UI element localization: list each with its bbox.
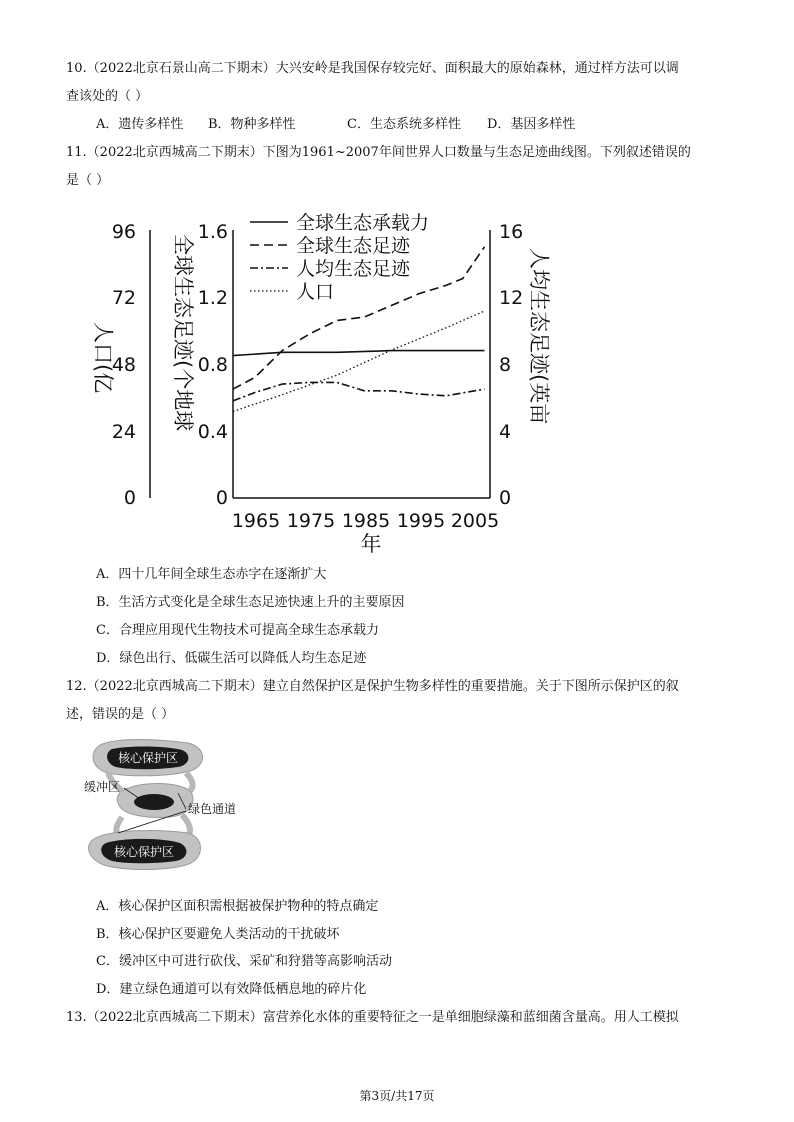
- q10-option-a: A．遗传多样性: [96, 117, 184, 132]
- legend-label-percapita: 人均生态足迹: [296, 258, 411, 280]
- pc-tick-16: 16: [499, 221, 524, 243]
- q10-stem-line1: 10.（2022北京石景山高二下期末）大兴安岭是我国保存较完好、面积最大的原始森林，通过样方法可以调: [66, 61, 679, 76]
- q12-option-b: B．核心保护区要避免人类活动的干扰破坏: [96, 927, 340, 942]
- q11-stem-line2: 是（ ）: [66, 173, 110, 188]
- q11-option-a: A．四十几年间全球生态赤字在逐渐扩大: [96, 567, 327, 582]
- pop-tick-48: 48: [111, 354, 136, 376]
- core-zone-middle: [134, 794, 174, 810]
- x-tick-1985: 1985: [341, 510, 391, 532]
- q10-option-c: C．生态系统多样性: [347, 117, 461, 132]
- population-footprint-chart: [60, 200, 551, 560]
- q12-stem-line1: 12.（2022北京西城高二下期末）建立自然保护区是保护生物多样性的重要措施。关于下图所示保护区的叙: [66, 679, 679, 694]
- green-corridor-upper-right: [186, 773, 193, 791]
- pop-tick-96: 96: [111, 221, 136, 243]
- page-footer: 第3页/共17页: [359, 1089, 435, 1103]
- fp-tick-0.8: 0.8: [197, 354, 228, 376]
- q12-option-a: A．核心保护区面积需根据被保护物种的特点确定: [96, 899, 379, 914]
- q11-stem-line1: 11.（2022北京西城高二下期末）下图为1961~2007年间世界人口数量与生态足迹曲线图。下列叙述错误的: [66, 145, 691, 160]
- pop-tick-24: 24: [111, 421, 136, 443]
- q11-option-c: C．合理应用现代生物技术可提高全球生态承载力: [96, 623, 379, 638]
- fp-tick-0: 0: [215, 487, 228, 509]
- q12-option-d: D．建立绿色通道可以有效降低栖息地的碎片化: [96, 982, 367, 997]
- footprint-axis-title: 全球生态足迹(个地球: [171, 234, 195, 432]
- buffer-zone-label: 缓冲区: [84, 780, 121, 794]
- legend-label-footprint: 全球生态足迹: [296, 235, 411, 257]
- q10-option-b: B．物种多样性: [208, 117, 296, 132]
- x-tick-1965: 1965: [231, 510, 281, 532]
- pop-tick-72: 72: [111, 287, 136, 309]
- percapita-axis-title: 人均生态足迹(英亩: [527, 248, 551, 425]
- core-zone-top-label: 核心保护区: [117, 751, 179, 765]
- pc-tick-12: 12: [499, 287, 524, 309]
- q11-option-b: B．生活方式变化是全球生态足迹快速上升的主要原因: [96, 595, 405, 610]
- core-zone-bottom-label: 核心保护区: [113, 845, 175, 859]
- pop-tick-0: 0: [123, 487, 136, 509]
- nature-reserve-diagram: [78, 735, 278, 885]
- q10-option-d: D．基因多样性: [487, 117, 576, 132]
- x-tick-1975: 1975: [286, 510, 336, 532]
- q13-stem-line1: 13.（2022北京西城高二下期末）富营养化水体的重要特征之一是单细胞绿藻和蓝细菌含量高。用人工模拟: [66, 1010, 679, 1025]
- legend-label-capacity: 全球生态承载力: [296, 212, 430, 234]
- q12-option-c: C．缓冲区中可进行砍伐、采矿和狩猎等高影响活动: [96, 954, 392, 969]
- x-axis-title: 年: [360, 532, 382, 556]
- x-tick-2005: 2005: [450, 510, 500, 532]
- fp-tick-0.4: 0.4: [197, 421, 228, 443]
- pc-tick-0: 0: [499, 487, 512, 509]
- series-line-capacity: [233, 351, 485, 356]
- q10-stem-line2: 查该处的（ ）: [66, 89, 149, 104]
- pc-tick-4: 4: [499, 421, 512, 443]
- pc-tick-8: 8: [499, 354, 512, 376]
- pop-axis-title: 人口(亿: [91, 322, 115, 394]
- q12-stem-line2: 述，错误的是（ ）: [66, 707, 175, 722]
- green-corridor-label: 绿色通道: [188, 802, 237, 816]
- fp-tick-1.2: 1.2: [197, 287, 228, 309]
- q11-option-d: D．绿色出行、低碳生活可以降低人均生态足迹: [96, 651, 367, 666]
- legend-label-population: 人口: [296, 281, 335, 303]
- x-tick-1995: 1995: [396, 510, 446, 532]
- fp-tick-1.6: 1.6: [197, 221, 228, 243]
